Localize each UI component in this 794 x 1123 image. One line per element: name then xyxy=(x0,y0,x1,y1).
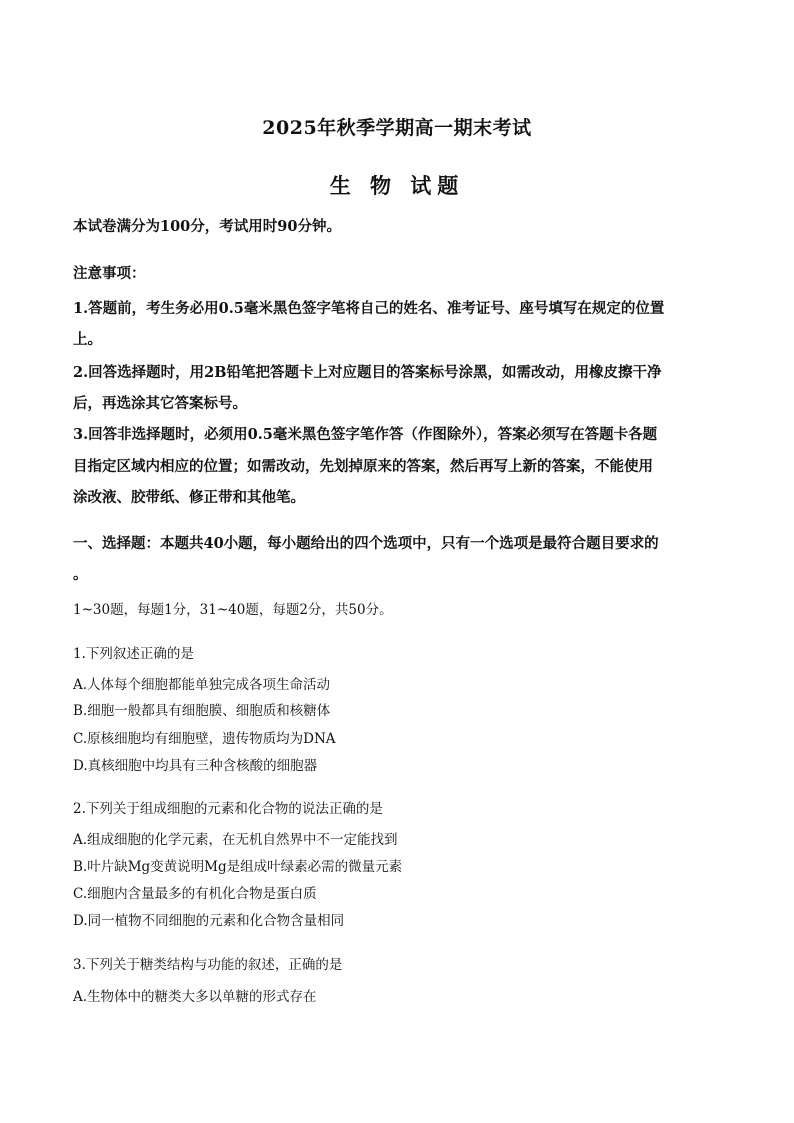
note-3-line-3: 涂改液、胶带纸、修正带和其他笔。 xyxy=(73,489,305,506)
question-1-option-b: B.细胞一般都具有细胞膜、细胞质和核糖体 xyxy=(73,703,331,719)
question-1-option-c: C.原核细胞均有细胞壁，遗传物质均为DNA xyxy=(73,731,336,747)
note-1-line-1: 1.答题前，考生务必用0.5毫米黑色签字笔将自己的姓名、准考证号、座号填写在规定的位置 xyxy=(73,300,665,317)
question-1-option-d: D.真核细胞中均具有三种含核酸的细胞器 xyxy=(73,758,318,774)
notes-heading: 注意事项： xyxy=(73,265,146,282)
section-heading-line-1: 一、选择题：本题共40小题，每小题给出的四个选项中，只有一个选项是最符合题目要求的 xyxy=(73,535,659,552)
section-heading-line-2: 。 xyxy=(73,566,88,583)
note-3-line-1: 3.回答非选择题时，必须用0.5毫米黑色签字笔作答（作图除外），答案必须写在答题卡各题 xyxy=(73,426,658,443)
note-3-line-2: 目指定区域内相应的位置；如需改动，先划掉原来的答案，然后再写上新的答案，不能使用 xyxy=(73,458,653,475)
exam-title: 2025年秋季学期高一期末考试 xyxy=(262,117,532,139)
question-2-option-d: D.同一植物不同细胞的元素和化合物含量相同 xyxy=(73,913,345,929)
question-3-stem: 3.下列关于糖类结构与功能的叙述，正确的是 xyxy=(73,957,343,973)
question-1-stem: 1.下列叙述正确的是 xyxy=(73,646,194,662)
question-2-option-a: A.组成细胞的化学元素，在无机自然界中不一定能找到 xyxy=(73,832,398,848)
note-2-line-1: 2.回答选择题时，用2B铅笔把答题卡上对应题目的答案标号涂黑，如需改动，用橡皮擦干净 xyxy=(73,364,662,381)
note-2-line-2: 后，再选涂其它答案标号。 xyxy=(73,395,247,412)
question-2-stem: 2.下列关于组成细胞的元素和化合物的说法正确的是 xyxy=(73,801,383,817)
question-2-option-c: C.细胞内含量最多的有机化合物是蛋白质 xyxy=(73,886,317,902)
section-scoring: 1~30题，每题1分，31~40题，每题2分，共50分。 xyxy=(73,602,393,618)
question-3-option-a: A.生物体中的糖类大多以单糖的形式存在 xyxy=(73,989,317,1005)
note-1-line-2: 上。 xyxy=(73,331,102,348)
question-1-option-a: A.人体每个细胞都能单独完成各项生命活动 xyxy=(73,677,331,693)
subject-title: 生 物 试题 xyxy=(329,173,465,198)
score-info: 本试卷满分为100分，考试用时90分钟。 xyxy=(73,218,341,235)
question-2-option-b: B.叶片缺Mg变黄说明Mg是组成叶绿素必需的微量元素 xyxy=(73,859,403,875)
